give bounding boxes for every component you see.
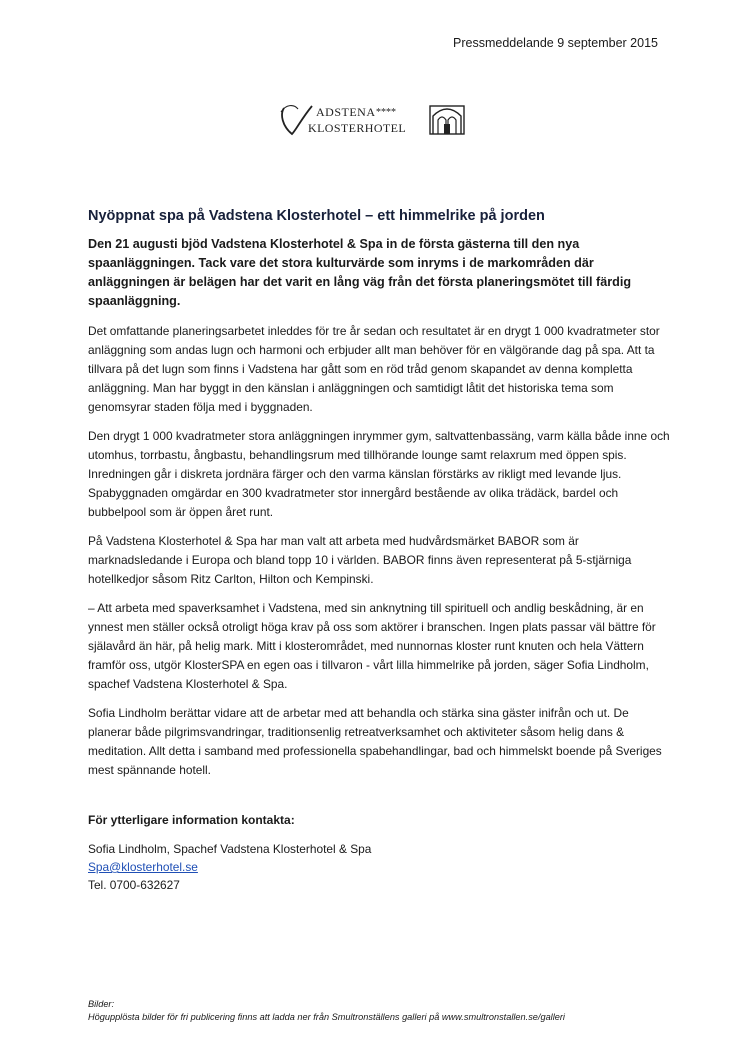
footer-label: Bilder: (88, 999, 115, 1009)
footer-text: Högupplösta bilder för fri publicering finns att ladda ner från Smultronställens galleri på www.smultronstallen.se/galleri (88, 1012, 565, 1022)
article-paragraph-5: Sofia Lindholm berättar vidare att de arbetar med att behandla och stärka sina gäster inifrån och ut. De planerar både pilgrimsvandringar, traditionsenlig retreatverksamhet och aktiviteter såsom helig dans & meditation. Allt detta i samband med professionella spabehandlingar, bad och himmelskt boende på Sveriges mest spännande hotell. (88, 706, 662, 777)
cloister-arch-icon (430, 106, 464, 134)
article-paragraph-3: På Vadstena Klosterhotel & Spa har man valt att arbeta med hudvårdsmärket BABOR som är marknadsledande i Europa och bland topp 10 i världen. BABOR finns även representerat på 5-stjärniga hotellkedjor såsom Ritz Carlton, Hilton och Kempinski. (88, 534, 632, 586)
contact-email-link[interactable]: Spa@klosterhotel.se (88, 860, 198, 874)
article-paragraph-1: Det omfattande planeringsarbetet inleddes för tre år sedan och resultatet är en drygt 1 000 kvadratmeter stor anläggning som andas lugn och harmoni och erbjuder allt man behöver för en välgörande dag på spa. Att ta tillvara på det lugn som finns i Vadstena har gått som en röd tråd genom skapandet av denna kompletta anläggning. Man har byggt in den känslan i anläggningen och samtidigt låtit det historiska tema som genomsyrar staden följa med i byggnaden. (88, 324, 660, 414)
contact-heading: För ytterligare information kontakta: (88, 813, 295, 827)
image-credits-footer (88, 998, 678, 1024)
article-title: Nyöppnat spa på Vadstena Klosterhotel – ett himmelrike på jorden (88, 208, 545, 224)
article-body (88, 208, 670, 894)
logo-line1: ADSTENA (316, 105, 376, 119)
logo-stars: **** (376, 107, 396, 118)
logo-line2: KLOSTERHOTEL (308, 121, 407, 135)
press-release-date: Pressmeddelande 9 september 2015 (453, 36, 658, 50)
contact-phone: Tel. 0700-632627 (88, 878, 180, 892)
vadstena-klosterhotel-logo (278, 100, 468, 140)
article-paragraph-2: Den drygt 1 000 kvadratmeter stora anläggningen inrymmer gym, saltvattenbassäng, varm källa både inne och utomhus, torrbastu, ångbastu, behandlingsrum med tillhörande lounge samt relaxrum med öppen spis. Inredningen går i diskreta jordnära färger och den varma känslan förstärks av rikligt med levande ljus. Spabyggnaden omgärdar en 300 kvadratmeter stor innergård bestående av olika trädäck, bardel och bubbelpool som är öppen året runt. (88, 429, 670, 519)
article-paragraph-4: – Att arbeta med spaverksamhet i Vadstena, med sin anknytning till spirituell och andlig beskådning, är en ynnest men ställer också otroligt höga krav på oss som aktörer i branschen. Ingen plats passar väl bättre för själavård än här, på helig mark. Mitt i klosterområdet, med nunnornas kloster runt knuten och hela Vättern framför oss, utgör KlosterSPA en egen oas i tillvaron - vårt lilla himmelrike på jorden, säger Sofia Lindholm, spachef Vadstena Klosterhotel & Spa. (88, 601, 656, 691)
article-lead: Den 21 augusti bjöd Vadstena Klosterhotel & Spa in de första gästerna till den nya spaanläggningen. Tack vare det stora kulturvärde som inryms i de markområden där anläggningen är belägen har det varit en lång väg från det första planeringsmötet till färdig spaanläggning. (88, 237, 632, 308)
contact-name: Sofia Lindholm, Spachef Vadstena Klosterhotel & Spa (88, 842, 372, 856)
